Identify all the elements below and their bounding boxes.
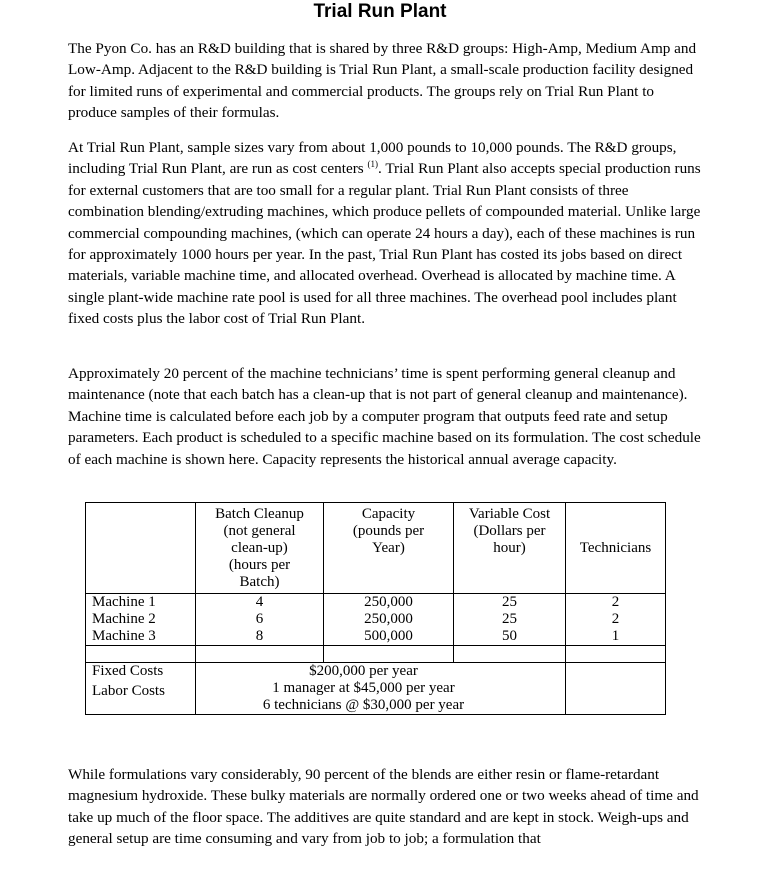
header-capacity bbox=[324, 503, 454, 594]
header-capacity-line: Capacity bbox=[361, 506, 416, 522]
paragraph-plant-overview bbox=[68, 137, 704, 330]
table-spacer-row bbox=[86, 646, 666, 663]
machine-name: Machine 2 bbox=[86, 611, 196, 628]
spacer-cell bbox=[566, 646, 666, 663]
paragraph-formulations: While formulations vary considerably, 90 percent of the blends are either resin or flame-retardant magnesium hydroxide. These bulky materials are normally ordered one or two weeks ahead of time and take up much of the floor space. The additives are quite standard and are kept in stock. Weigh-ups and general setup are time consuming and vary from job to job; a formulation that bbox=[68, 766, 699, 848]
machine-technicians: 2 bbox=[566, 594, 666, 612]
header-variable-cost-line: hour) bbox=[493, 540, 526, 556]
table-row bbox=[86, 628, 666, 646]
page-title: Trial Run Plant bbox=[313, 1, 447, 22]
machine-variable-cost: 25 bbox=[454, 594, 566, 612]
table-row-costs bbox=[86, 663, 666, 715]
header-variable-cost-line: Variable Cost bbox=[468, 506, 551, 522]
header-batch-cleanup-line: (not general bbox=[223, 523, 296, 539]
cost-blank bbox=[566, 663, 666, 715]
cost-values bbox=[196, 663, 566, 715]
labor-costs-label: Labor Costs bbox=[92, 683, 165, 699]
header-variable-cost-line: (Dollars per bbox=[473, 523, 546, 539]
machine-variable-cost: 25 bbox=[454, 611, 566, 628]
table-row bbox=[86, 611, 666, 628]
machine-technicians: 1 bbox=[566, 628, 666, 646]
fixed-costs-label: Fixed Costs bbox=[92, 663, 164, 679]
paragraph-plant-overview-b: . Trial Run Plant also accepts special production runs for external customers that are too small for a regular plant. Trial Run Plant consists of three combination blending/extruding machines, which produce pellets of compounded material. Unlike large commercial compounding machines, (which can operate 24 hours a day), each of these machines is run for approximately 1000 hours per year. In the past, Trial Run Plant has costed its jobs based on direct materials, variable machine time, and allocated overhead. Overhead is allocated by machine time. A single plant-wide machine rate pool is used for all three machines. The overhead pool includes plant fixed costs plus the labor cost of Trial Run Plant. bbox=[68, 160, 701, 328]
header-technicians: Technicians bbox=[566, 503, 666, 594]
machine-batch-cleanup: 6 bbox=[196, 611, 324, 628]
header-batch-cleanup-line: clean-up) bbox=[231, 540, 288, 556]
fixed-costs-value: $200,000 per year bbox=[309, 663, 418, 679]
paragraph-intro: The Pyon Co. has an R&D building that is shared by three R&D groups: High-Amp, Medium Amp and Low-Amp. Adjacent to the R&D building is Trial Run Plant, a small-scale production facility designed for limited runs of experimental and commercial products. The groups rely on Trial Run Plant to produce samples of their formulas. bbox=[68, 40, 697, 122]
machine-capacity: 250,000 bbox=[324, 611, 454, 628]
paragraph-plant-overview-a: At Trial Run Plant, sample sizes vary from about 1,000 pounds to 10,000 pounds. The R&D groups, including Trial Run Plant, are run as cost centers bbox=[68, 139, 677, 178]
labor-technicians-value: 6 technicians @ $30,000 per year bbox=[262, 697, 465, 713]
spacer-cell bbox=[86, 646, 196, 663]
labor-manager-value: 1 manager at $45,000 per year bbox=[272, 680, 455, 696]
machine-batch-cleanup: 4 bbox=[196, 594, 324, 612]
spacer-cell bbox=[454, 646, 566, 663]
table-row bbox=[86, 594, 666, 612]
cost-schedule-table bbox=[85, 502, 666, 715]
header-capacity-line: (pounds per bbox=[352, 523, 425, 539]
header-blank bbox=[86, 503, 196, 594]
machine-variable-cost: 50 bbox=[454, 628, 566, 646]
footnote-marker: (1) bbox=[367, 159, 378, 170]
paragraph-technicians: Approximately 20 percent of the machine technicians’ time is spent performing general cleanup and maintenance (note that each batch has a clean-up that is not part of general cleanup and maintenance). Machine time is calculated before each job by a computer program that outputs feed rate and setup parameters. Each product is scheduled to a specific machine based on its formulation. The cost schedule of each machine is shown here. Capacity represents the historical annual average capacity. bbox=[68, 365, 701, 468]
machine-name: Machine 3 bbox=[86, 628, 196, 646]
header-batch-cleanup-line: (hours per bbox=[228, 557, 291, 573]
spacer-cell bbox=[196, 646, 324, 663]
cost-labels bbox=[86, 663, 196, 715]
header-batch-cleanup bbox=[196, 503, 324, 594]
header-capacity-line: Year) bbox=[372, 540, 405, 556]
machine-capacity: 250,000 bbox=[324, 594, 454, 612]
machine-batch-cleanup: 8 bbox=[196, 628, 324, 646]
header-variable-cost bbox=[454, 503, 566, 594]
table-header-row bbox=[86, 503, 666, 594]
spacer-cell bbox=[324, 646, 454, 663]
header-batch-cleanup-line: Batch Cleanup bbox=[215, 506, 304, 522]
machine-technicians: 2 bbox=[566, 611, 666, 628]
machine-capacity: 500,000 bbox=[324, 628, 454, 646]
header-batch-cleanup-line: Batch) bbox=[239, 574, 280, 590]
machine-name: Machine 1 bbox=[86, 594, 196, 612]
